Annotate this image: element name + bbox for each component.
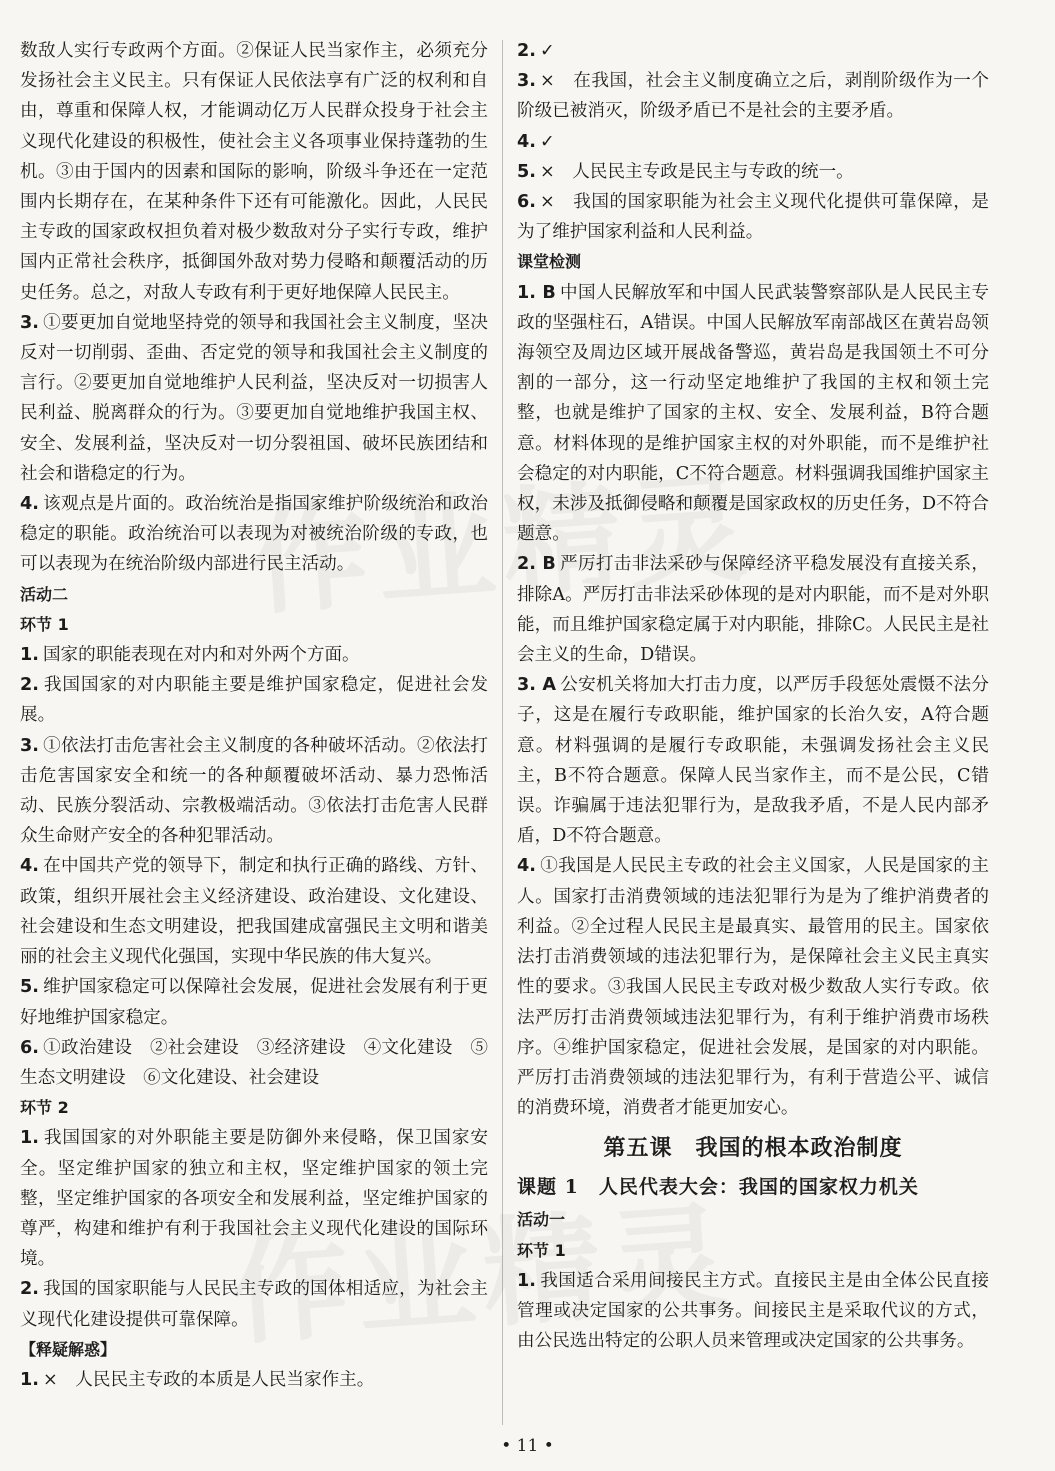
answer-number: 6. bbox=[517, 192, 536, 213]
answer-number: 4. bbox=[517, 856, 536, 877]
answer-item bbox=[20, 1033, 488, 1093]
paragraph: 数敌人实行专政两个方面。②保证人民当家作主，必须充分发扬社会主义民主。只有保证人民依法享有广泛的权利和自由，尊重和保障人权，才能调动亿万人民群众投身于社会主义现代化建设的积极性，使社会主义各项事业保持蓬勃的生机。③由于国内的因素和国际的影响，阶级斗争还在一定范围内长期存在，在某种条件下还有可能激化。因此，人民民主专政的国家政权担负着对极少数敌对分子实行专政，维护国内正常社会秩序，抵御国外敌对势力侵略和颠覆活动的历史任务。总之，对敌人专政有利于更好地保障人民民主。 bbox=[20, 41, 488, 303]
answer-text: 维护国家稳定可以保障社会发展，促进社会发展有利于更好地维护国家稳定。 bbox=[20, 977, 488, 1028]
section-heading: 活动一 bbox=[517, 1210, 566, 1230]
answer-number: 5. bbox=[517, 161, 536, 182]
answer-number: 4. bbox=[20, 494, 39, 515]
answer-item bbox=[517, 670, 989, 851]
answer-number: 3. bbox=[20, 735, 39, 756]
answer-text: 我国适合采用间接民主方式。直接民主是由全体公民直接管理或决定国家的公共事务。间接民主是采取代议的方式，由公民选出特定的公职人员来管理或决定国家的公共事务。 bbox=[517, 1270, 989, 1352]
answer-number: 1. bbox=[20, 1128, 39, 1149]
answer-item bbox=[517, 66, 989, 126]
answer-text: × 人民民主专政的本质是人民当家作主。 bbox=[42, 1369, 375, 1390]
section-heading: 环节 1 bbox=[20, 614, 69, 634]
answer-item bbox=[517, 549, 989, 670]
topic-title: 课题 1 人民代表大会：我国的国家权力机关 bbox=[517, 1176, 919, 1199]
section-heading: 环节 1 bbox=[517, 1240, 566, 1260]
answer-text: 我国国家的对内职能主要是维护国家稳定，促进社会发展。 bbox=[20, 675, 488, 726]
left-column bbox=[20, 36, 488, 1395]
answer-item bbox=[20, 489, 488, 580]
answer-text: 严厉打击非法采砂与保障经济平稳发展没有直接关系，排除A。严厉打击非法采砂体现的是对内职能，而不是对外职能，而且维护国家稳定属于对内职能，排除C。人民民主是社会主义的生命，D错误。 bbox=[517, 554, 989, 666]
answer-item bbox=[20, 640, 488, 670]
lesson-title: 第五课 我国的根本政治制度 bbox=[603, 1135, 903, 1162]
answer-item bbox=[20, 1365, 488, 1395]
answer-text: ✓ bbox=[539, 41, 555, 61]
answer-text: 中国人民解放军和中国人民武装警察部队是人民民主专政的坚强柱石，A错误。中国人民解放军南部战区在黄岩岛领海领空及周边区域开展战备警巡，黄岩岛是我国领土不可分割的一部分，这一行动坚定地维护了我国的主权和领土完整，也就是维护了国家的主权、安全、发展利益，B符合题意。材料体现的是维护国家主权的对外职能，而不是维护社会稳定的对内职能，C不符合题意。材料强调我国维护国家主权，未涉及抵御侵略和颠覆是国家政权的历史任务，D不符合题意。 bbox=[517, 282, 989, 545]
answer-number: 6. bbox=[20, 1037, 39, 1058]
answer-text: 公安机关将加大打击力度，以严厉手段惩处震慑不法分子，这是在履行专政职能，维护国家的长治久安，A符合题意。材料强调的是履行专政职能，未强调发扬社会主义民主，B不符合题意。保障人民当家作主，而不是公民，C错误。诈骗属于违法犯罪行为，是敌我矛盾，不是人民内部矛盾，D不符合题意。 bbox=[517, 675, 989, 847]
answer-item bbox=[517, 36, 989, 66]
answer-text: 在中国共产党的领导下，制定和执行正确的路线、方针、政策，组织开展社会主义经济建设、政治建设、文化建设、社会建设和生态文明建设，把我国建成富强民主文明和谐美丽的社会主义现代化强国，实现中华民族的伟大复兴。 bbox=[20, 856, 488, 968]
column-divider bbox=[502, 40, 503, 1425]
answer-text: 我国的国家职能与人民民主专政的国体相适应，为社会主义现代化建设提供可靠保障。 bbox=[20, 1279, 488, 1330]
answer-item bbox=[20, 1123, 488, 1274]
answer-text: × 我国的国家职能为社会主义现代化提供可靠保障，是为了维护国家利益和人民利益。 bbox=[517, 192, 989, 243]
answer-item bbox=[517, 1266, 989, 1357]
answer-item bbox=[517, 851, 989, 1123]
answer-item bbox=[20, 972, 488, 1032]
answer-number: 3. bbox=[517, 71, 536, 92]
section-heading: 课堂检测 bbox=[517, 252, 582, 272]
answer-text: 国家的职能表现在对内和对外两个方面。 bbox=[42, 645, 360, 666]
answer-number: 4. bbox=[517, 131, 536, 152]
answer-number: 3. bbox=[20, 312, 39, 333]
answer-number: 4. bbox=[20, 856, 39, 877]
answer-text: ①要更加自觉地坚持党的领导和我国社会主义制度，坚决反对一切削弱、歪曲、否定党的领导和我国社会主义制度的言行。②要更加自觉地维护人民利益，坚决反对一切损害人民利益、脱离群众的行为。③要更加自觉地维护我国主权、安全、发展利益，坚决反对一切分裂祖国、破坏民族团结和社会和谐稳定的行为。 bbox=[20, 312, 488, 484]
answer-number: 1. bbox=[517, 1270, 536, 1291]
answer-item bbox=[20, 851, 488, 972]
answer-text: × 在我国，社会主义制度确立之后，剥削阶级作为一个阶级已被消灭，阶级矛盾已不是社会的主要矛盾。 bbox=[517, 71, 989, 122]
answer-number: 3. A bbox=[517, 675, 556, 696]
answer-item bbox=[20, 1274, 488, 1334]
section-heading: 活动二 bbox=[20, 584, 69, 604]
answer-text: ①我国是人民民主专政的社会主义国家，人民是国家的主人。国家打击消费领域的违法犯罪行为是为了维护消费者的利益。②全过程人民民主是最真实、最管用的民主。国家依法打击消费领域的违法犯罪行为，是保障社会主义民主真实性的要求。③我国人民民主专政对极少数敌人实行专政。依法严厉打击消费领域违法犯罪行为，有利于维护消费市场秩序。④维护国家稳定，促进社会发展，是国家的对内职能。严厉打击消费领域的违法犯罪行为，有利于营造公平、诚信的消费环境，消费者才能更加安心。 bbox=[517, 856, 989, 1119]
answer-number: 5. bbox=[20, 977, 39, 998]
answer-text: 我国国家的对外职能主要是防御外来侵略，保卫国家安全。坚定维护国家的独立和主权，坚定维护国家的领土完整，坚定维护国家的各项安全和发展利益，坚定维护国家的尊严，构建和维护有利于我国社会主义现代化建设的国际环境。 bbox=[20, 1128, 488, 1270]
answer-number: 2. bbox=[517, 41, 536, 61]
answer-number: 2. B bbox=[517, 554, 556, 575]
answer-text: ✓ bbox=[539, 131, 555, 152]
section-heading: 环节 2 bbox=[20, 1098, 69, 1118]
answer-item bbox=[517, 157, 989, 187]
answer-text: × 人民民主专政是民主与专政的统一。 bbox=[539, 161, 854, 182]
answer-number: 1. bbox=[20, 1369, 39, 1390]
answer-number: 2. bbox=[20, 675, 39, 696]
page-number: • 11 • bbox=[501, 1436, 554, 1456]
answer-item bbox=[20, 308, 488, 489]
answer-item bbox=[20, 731, 488, 852]
answer-text: ①依法打击危害社会主义制度的各种破坏活动。②依法打击危害国家安全和统一的各种颠覆破坏活动、暴力恐怖活动、民族分裂活动、宗教极端活动。③依法打击危害人民群众生命财产安全的各种犯罪活动。 bbox=[20, 735, 488, 847]
answer-text: 该观点是片面的。政治统治是指国家维护阶级统治和政治稳定的职能。政治统治可以表现为对被统治阶级的专政，也可以表现为在统治阶级内部进行民主活动。 bbox=[20, 494, 488, 575]
answer-text: ①政治建设 ②社会建设 ③经济建设 ④文化建设 ⑤生态文明建设 ⑥文化建设、社会建设 bbox=[20, 1037, 488, 1088]
right-column bbox=[517, 36, 989, 1356]
answer-item bbox=[517, 187, 989, 247]
answer-item bbox=[20, 670, 488, 730]
answer-item bbox=[517, 278, 989, 550]
answer-number: 1. B bbox=[517, 282, 556, 303]
answer-item bbox=[517, 127, 989, 157]
section-heading: 【释疑解惑】 bbox=[20, 1339, 117, 1359]
answer-number: 2. bbox=[20, 1279, 39, 1300]
answer-number: 1. bbox=[20, 645, 39, 666]
